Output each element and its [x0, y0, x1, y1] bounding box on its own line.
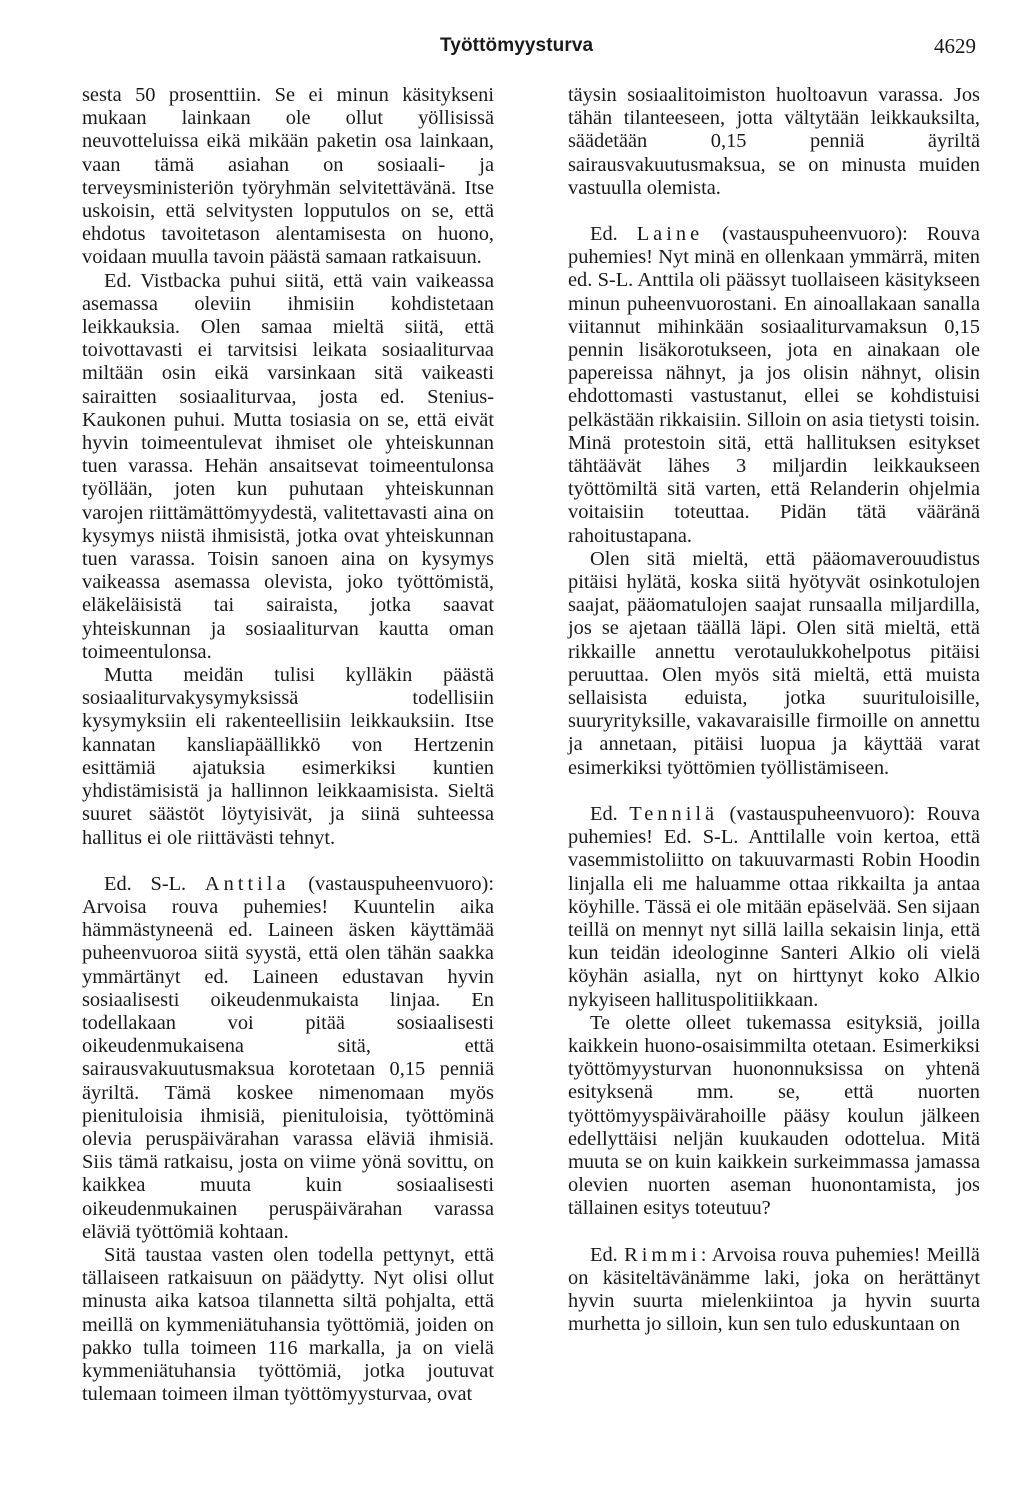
- running-head: Työttömyysturva: [440, 35, 594, 56]
- speech-lead: Ed.: [590, 802, 630, 825]
- speech-lead: Ed.: [590, 223, 637, 246]
- speech-paragraph: [568, 1244, 980, 1337]
- speech-lead: Ed. S-L.: [104, 872, 205, 895]
- speech-paragraph: [568, 223, 980, 548]
- paragraph: täysin sosiaalitoimiston huoltoavun varassa. Jos tähän tilanteeseen, jotta vältytään leikkauksilta, säädetään 0,15 penniä äyriltä sairausvakuutusmaksua, se on minusta muiden vastuulla olemista.: [568, 84, 980, 199]
- speech-text: : Arvoisa rouva puhemies! Meillä on käsiteltävänämme laki, joka on herättänyt hyvin suurta mielenkiintoa ja hyvin suurta murhetta jo silloin, kun sen tulo eduskuntaan on: [568, 1243, 980, 1336]
- speech-text: (vastauspuheenvuoro): Arvoisa rouva puhemies! Kuuntelin aika hämmästyneenä ed. Laineen äsken käyttämää puheenvuoroa siitä syystä, että olen tähän saakka ymmärtänyt ed. Laineen edustavan hyvin sosiaalisesti oikeudenmukaista linjaa. En todellakaan voi pitää sosiaalisesti oikeudenmukaisena sitä, että sairausvakuutusmaksua korotetaan 0,15 penniä äyriltä. Tämä koskee nimenomaan myös pienituloisia ihmisiä, pienituloisia, työttöminä olevia peruspäivärahan varassa eläviä ihmisiä. Siis tämä ratkaisu, josta on viime yönä sovittu, on kaikkea muuta kuin sosiaalisesti oikeudenmukainen peruspäivärahan varassa eläviä työttömiä kohtaan.: [82, 872, 494, 1243]
- paragraph: Ed. Vistbacka puhui siitä, että vain vaikeassa asemassa oleviin ihmisiin kohdistetaan leikkauksia. Olen samaa mieltä siitä, että toivottavasti ei tarvitsisi leikata sosiaaliturvaa miltään osin eikä varsinkaan sitä vaikeasti sairaitten sosiaaliturvaa, josta ed. Stenius-Kaukonen puhui. Mutta tosiasia on se, että eivät hyvin toimeentulevat ihmiset ole yhteiskunnan tuen varassa. Hehän ansaitsevat toimeentulonsa työllään, joten kun puhutaan yhteiskunnan varojen riittämättömyydestä, valitettavasti aina on kysymys niistä ihmisistä, jotka ovat yhteiskunnan tuen varassa. Toisin sanoen aina on kysymys vaikeassa asemassa olevista, joko työttömistä, eläkeläisistä tai sairaista, jotka saavat yhteiskunnan ja sosiaaliturvan kautta oman toimeentulonsa.: [82, 269, 494, 663]
- speech-paragraph: [82, 873, 494, 1244]
- speaker-name: Laine: [636, 223, 704, 246]
- speech-paragraph: [568, 803, 980, 1012]
- right-column: [568, 84, 980, 1336]
- speech-lead: Ed.: [590, 1243, 625, 1266]
- speaker-name: Rimmi: [624, 1243, 701, 1266]
- left-column: [82, 84, 494, 1406]
- paragraph: Olen sitä mieltä, että pääomaverouudistus pitäisi hylätä, koska siitä hyötyvät osinkotulojen saajat, pääomatulojen saajat runsaalla miljardilla, jos se ajetaan täällä läpi. Olen sitä mieltä, että rikkaille annettu verotaulukkohelpotus pitäisi peruuttaa. Olen myös sitä mieltä, että muista sellaisista eduista, jotka suurituloisille, suuryrityksille, vakavaraisille firmoille on annettu ja annetaan, pitäisi luopua ja käyttää varat esimerkiksi työttömien työllistämiseen.: [568, 547, 980, 779]
- speaker-name: Anttila: [204, 872, 290, 895]
- speech-text: (vastauspuheenvuoro): Rouva puhemies! Nyt minä en ollenkaan ymmärrä, miten ed. S-L. Anttila oli päässyt tuollaiseen käsitykseen minun puheenvuorostani. En ainoallakaan sanalla viitannut mihinkään sosiaaliturvamaksun 0,15 pennin lisäkorotukseen, jota en ainakaan ole papereissa nähnyt, ja jos olisin nähnyt, olisin ehdottomasti vastustanut, ellei se kohdistuisi pelkästään rikkaisiin. Silloin on asia tietysti toisin. Minä protestoin sitä, että hallituksen esitykset tähtäävät lähes 3 miljardin leikkaukseen työttömiltä sitä varten, että Relanderin ohjelmia voitaisiin toteuttaa. Pidän tätä vääränä rahoitustapana.: [568, 223, 980, 547]
- speaker-name: Tennilä: [629, 802, 719, 825]
- page-number: 4629: [934, 34, 976, 58]
- speech-text: (vastauspuheenvuoro): Rouva puhemies! Ed. S-L. Anttilalle voin kertoa, että vasemmistoliitto on takuuvarmasti Robin Hoodin linjalla eli me haluamme ottaa rikkailta ja antaa köyhille. Tässä ei ole mitään epäselvää. Sen sijaan teillä on mennyt nyt sillä lailla sekaisin linja, että kun teidän ideologinne Santeri Alkio oli vielä köyhän asialla, nyt on hirttynyt koko Alkio nykyiseen hallituspolitiikkaan.: [568, 802, 980, 1011]
- paragraph: Te olette olleet tukemassa esityksiä, joilla kaikkein huono-osaisimmilta otetaan. Esimerkiksi työttömyysturvan huononnuksissa on yhtenä esityksenä mm. se, että nuorten työttömyyspäivärahoille pääsy koulun jälkeen edellyttäisi neljän kuukauden odottelua. Mitä muuta se on kuin kaikkein surkeimmassa jamassa olevien nuorten aseman huonontamista, jos tällainen esitys toteutuu?: [568, 1011, 980, 1220]
- paragraph: sesta 50 prosenttiin. Se ei minun käsitykseni mukaan lainkaan ole ollut yöllisissä neuvotteluissa eikä mikään paketin osa lainkaan, vaan tämä asiahan on sosiaali- ja terveysministeriön työryhmän selvitettävänä. Itse uskoisin, että selvitysten lopputulos on se, että ehdotus tavoitetason alentamisesta on huono, voidaan muulla tavoin päästä samaan ratkaisuun.: [82, 84, 494, 269]
- paragraph: Sitä taustaa vasten olen todella pettynyt, että tällaiseen ratkaisuun on päädytty. Nyt olisi ollut minusta aika katsoa tilannetta siltä pohjalta, että meillä on kymmeniätuhansia työttömiä, joiden on pakko tulla toimeen 116 markalla, ja on vielä kymmeniätuhansia työttömiä, jotka joutuvat tulemaan toimeen ilman työttömyysturvaa, ovat: [82, 1243, 494, 1406]
- paragraph: Mutta meidän tulisi kylläkin päästä sosiaaliturvakysymyksissä todellisiin kysymyksiin eli rakenteellisiin leikkauksiin. Itse kannatan kansliapäällikkö von Hertzenin esittämiä ajatuksia esimerkiksi kuntien yhdistämisistä ja hallinnon leikkaamisista. Sieltä suuret säästöt löytyisivät, ja siinä suhteessa hallitus ei ole riittävästi tehnyt.: [82, 664, 494, 849]
